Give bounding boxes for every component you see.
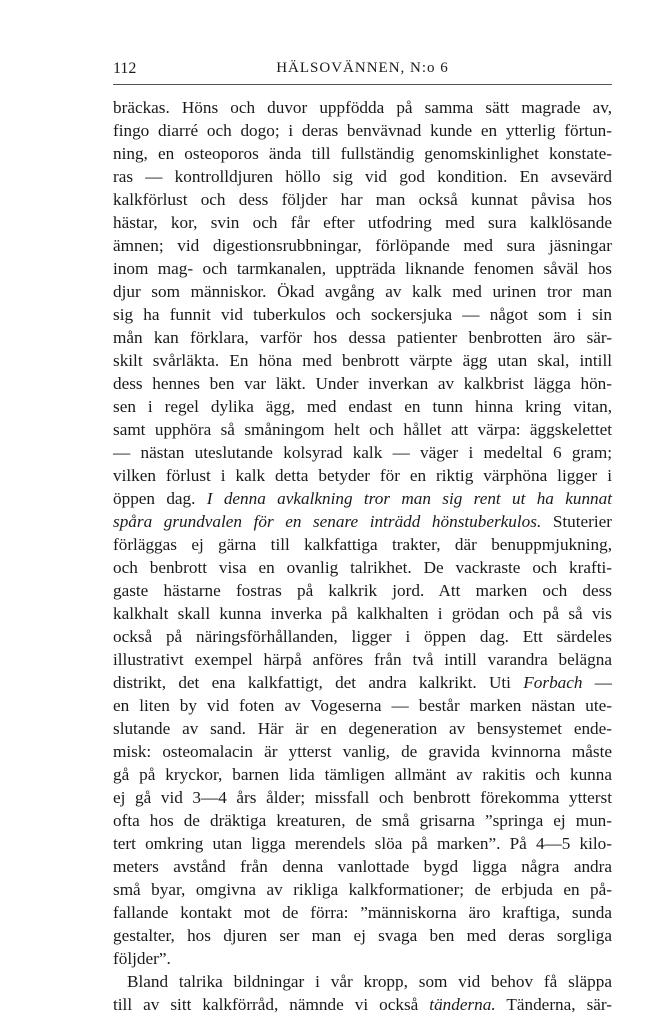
text-segment: mån kan förklara, varför hos dessa patienter benbrotten äro sär- [113,328,612,347]
text-line [113,142,612,165]
text-segment: ofta hos de dräktiga kreaturen, de små grisarna ”springa ej mun- [113,811,612,830]
text-line [113,993,612,1016]
text-line [113,234,612,257]
text-segment: också på näringsförhållanden, ligger i öppen dag. Ett särdeles [113,627,612,646]
body-text [113,96,612,1016]
text-segment: inom mag- och tarmkanalen, uppträda liknande fenomen såväl hos [113,259,612,278]
text-segment: fingo diarré och dogo; i deras benvävnad kunde en ytterlig förtun- [113,121,612,140]
text-line [113,188,612,211]
text-segment: djur som människor. Ökad avgång av kalk med urinen tror man [113,282,612,301]
text-segment: små byar, omgivna av rikliga kalkformationer; de erbjuda en på- [113,880,612,899]
text-segment: sen i regel dylika ägg, med endast en tunn hinna kring vitan, [113,397,612,416]
page-number: 112 [113,60,137,77]
text-segment: — [582,673,612,692]
text-line [113,602,612,625]
text-line [113,694,612,717]
text-segment: vilken förlust i kalk detta betyder för en riktig värphöna ligger i [113,466,612,485]
text-line [113,418,612,441]
text-line [113,717,612,740]
text-segment: fallande kontakt mot de förra: ”människorna äro kraftiga, sunda [113,903,612,922]
text-segment: öppen dag. [113,489,207,508]
text-segment: och benbrott visa en ovanlig talrikhet. De vackraste och krafti- [113,558,612,577]
text-segment: förläggas ej gärna till kalkfattiga trakter, där benuppmjukning, [113,535,612,554]
text-segment: dess hennes ben var läkt. Under inverkan av kalkbrist lägga hön- [113,374,612,393]
text-line [113,740,612,763]
text-line [113,533,612,556]
text-segment: till av sitt kalkförråd, nämnde vi också [113,995,430,1014]
italic-text: Forbach [523,673,583,692]
text-segment: slutande av sand. Här är en degeneration av bensystemet ende- [113,719,612,738]
text-segment: sig ha funnit vid tuberkulos och sockersjuka — något som i sin [113,305,612,324]
text-line [113,464,612,487]
text-line [113,809,612,832]
text-segment: ej gå vid 3—4 års ålder; missfall och benbrott förekomma ytterst [113,788,612,807]
text-segment: illustrativt exempel härpå anföres från två intill varandra belägna [113,650,612,669]
text-line [113,349,612,372]
text-line [113,832,612,855]
text-segment: Tänderna, sär- [495,995,613,1014]
text-line [113,786,612,809]
text-line [113,96,612,119]
text-line [113,211,612,234]
text-line [113,763,612,786]
text-segment: — nästan uteslutande kolsyrad kalk — väger i medeltal 6 gram; [113,443,612,462]
text-line [113,579,612,602]
text-segment: gaste hästarne fostras på kalkrik jord. Att marken och dess [113,581,612,600]
text-segment: samt upphöra så småningom helt och hållet att värpa: äggskelettet [113,420,612,439]
page-header [113,58,612,85]
text-line [113,855,612,878]
italic-text: spåra grundvalen för en senare inträdd hönstuberkulos. [113,512,542,531]
text-segment: tert omkring utan ligga merendels slöa på marken”. På 4—5 kilo- [113,834,612,853]
text-segment: gå på kryckor, barnen lida tämligen allmänt av rakitis och kunna [113,765,612,784]
text-segment: hästar, kor, svin och får efter utfodring med sura kalklösande [113,213,612,232]
text-line [113,257,612,280]
text-line [113,947,612,970]
text-line [113,671,612,694]
italic-text: tänderna. [429,995,496,1014]
text-line [113,303,612,326]
text-line [113,119,612,142]
text-segment: skilt svårläkta. En höna med benbrott värpte ägg utan skal, intill [113,351,612,370]
text-segment: Stuterier [541,512,612,531]
italic-text: I denna avkalkning tror man sig rent ut ha kunnat [206,489,613,508]
text-line [113,901,612,924]
text-line [113,924,612,947]
text-segment: Bland talrika bildningar i vår kropp, som vid behov få släppa [127,972,612,991]
text-segment: bräckas. Höns och duvor uppfödda på samma sätt magrade av, [113,98,612,117]
text-segment: ämnen; vid digestionsrubbningar, förlöpande med sura jäsningar [113,236,612,255]
text-line [113,326,612,349]
text-line [113,487,612,510]
text-line [113,441,612,464]
text-segment: ras — kontrolldjuren höllo sig vid god kondition. En avsevärd [113,167,612,186]
text-segment: kalkförlust och dess följder har man också kunnat påvisa hos [113,190,612,209]
text-line [113,280,612,303]
text-segment: gestalter, hos djuren ser man ej svaga ben med deras sorgliga [113,926,612,945]
text-line [113,625,612,648]
text-segment: följder”. [113,949,171,968]
text-segment: ning, en osteoporos ända till fullständig genomskinlighet konstate- [113,144,612,163]
text-line [113,165,612,188]
text-line [113,395,612,418]
text-line [113,970,612,993]
text-line [113,372,612,395]
text-segment: misk: osteomalacin är ytterst vanlig, de gravida kvinnorna måste [113,742,612,761]
text-segment: kalkhalt skall kunna inverka på kalkhalten i grödan och på så vis [113,604,612,623]
text-segment: distrikt, det ena kalkfattigt, det andra kalkrikt. Uti [113,673,524,692]
text-segment: meters avstånd från denna vanlottade bygd ligga några andra [113,857,612,876]
text-line [113,648,612,671]
text-line [113,878,612,901]
text-line [113,556,612,579]
running-title: HÄLSOVÄNNEN, N:o 6 [276,60,449,76]
text-segment: en liten by vid foten av Vogeserna — består marken nästan ute- [113,696,612,715]
text-line [113,510,612,533]
